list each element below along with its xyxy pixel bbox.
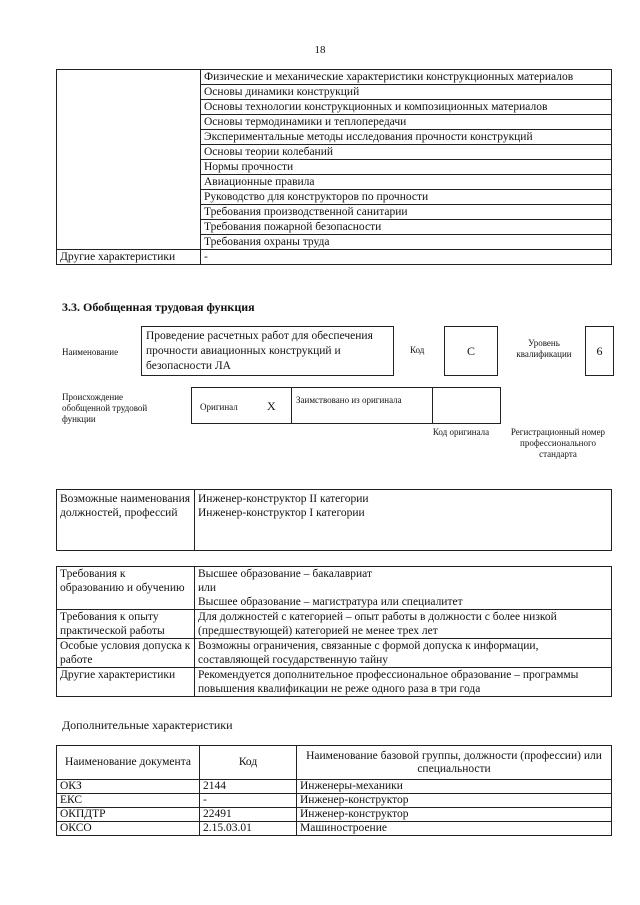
doc-cell: ОКПДТР bbox=[57, 808, 200, 822]
reg-caption: Регистрационный номер профессионального стандарта bbox=[510, 427, 606, 459]
group-cell: Инженер-конструктор bbox=[297, 794, 612, 808]
level-box bbox=[585, 326, 614, 376]
page-number: 18 bbox=[314, 44, 326, 56]
code-box bbox=[444, 326, 498, 376]
code-value: C bbox=[466, 343, 475, 358]
other-label: Другие характеристики bbox=[57, 250, 201, 265]
knowledge-item: Основы термодинамики и теплопередачи bbox=[201, 115, 612, 130]
position-line: Инженер-конструктор I категории bbox=[198, 507, 365, 519]
req-label: Требования к опыту практической работы bbox=[57, 610, 195, 639]
name-label: Наименование bbox=[62, 347, 119, 357]
knowledge-item: Нормы прочности bbox=[201, 160, 612, 175]
divider bbox=[291, 388, 292, 423]
col-header: Наименование документа bbox=[57, 746, 200, 780]
code-cell: 2.15.03.01 bbox=[200, 822, 297, 836]
empty-label-cell bbox=[57, 70, 201, 250]
knowledge-item: Основы технологии конструкционных и композиционных материалов bbox=[201, 100, 612, 115]
code-cell: 22491 bbox=[200, 808, 297, 822]
doc-cell: ЕКС bbox=[57, 794, 200, 808]
req-value: Возможны ограничения, связанные с формой допуска к информации, составляющей государственную тайну bbox=[195, 639, 612, 668]
req-line: или bbox=[198, 582, 217, 594]
table-row bbox=[57, 808, 612, 822]
col-header: Код bbox=[200, 746, 297, 780]
code-cell: 2144 bbox=[200, 780, 297, 794]
section-title: 3.3. Обобщенная трудовая функция bbox=[62, 300, 255, 314]
original-label: Оригинал bbox=[200, 402, 238, 412]
req-line: Высшее образование – магистратура или специалитет bbox=[198, 596, 463, 608]
knowledge-item: Требования охраны труда bbox=[201, 235, 612, 250]
table-row bbox=[57, 794, 612, 808]
level-value: 6 bbox=[596, 343, 603, 358]
requirements-table bbox=[56, 566, 612, 697]
req-label: Другие характеристики bbox=[57, 668, 195, 697]
knowledge-item: Основы теории колебаний bbox=[201, 145, 612, 160]
group-cell: Инженер-конструктор bbox=[297, 808, 612, 822]
code-cell: - bbox=[200, 794, 297, 808]
positions-table bbox=[56, 489, 612, 551]
extra-title: Дополнительные характеристики bbox=[62, 718, 233, 732]
divider bbox=[432, 388, 433, 423]
other-value: - bbox=[201, 250, 612, 265]
group-cell: Инженеры-механики bbox=[297, 780, 612, 794]
knowledge-item: Руководство для конструкторов по прочности bbox=[201, 190, 612, 205]
origin-box bbox=[191, 387, 501, 424]
doc-cell: ОКСО bbox=[57, 822, 200, 836]
positions-value bbox=[195, 490, 612, 551]
req-label: Требования к образованию и обучению bbox=[57, 567, 195, 610]
group-cell: Машиностроение bbox=[297, 822, 612, 836]
function-name: Проведение расчетных работ для обеспечения прочности авиационных конструкций и безопасности ЛА bbox=[146, 330, 373, 372]
position-line: Инженер-конструктор II категории bbox=[198, 493, 369, 505]
name-box bbox=[141, 326, 394, 376]
extra-table bbox=[56, 745, 612, 836]
req-label: Особые условия допуска к работе bbox=[57, 639, 195, 668]
req-line: Высшее образование – бакалавриат bbox=[198, 568, 372, 580]
req-value bbox=[195, 567, 612, 610]
table-row bbox=[57, 780, 612, 794]
col-header: Наименование базовой группы, должности (профессии) или специальности bbox=[297, 746, 612, 780]
knowledge-item: Требования пожарной безопасности bbox=[201, 220, 612, 235]
level-label: Уровень квалификации bbox=[516, 338, 572, 359]
code-label: Код bbox=[410, 345, 425, 355]
borrowed-label: Заимствовано из оригинала bbox=[296, 395, 402, 405]
origin-label: Происхождение обобщенной трудовой функции bbox=[62, 392, 148, 424]
req-value: Рекомендуется дополнительное профессиональное образование – программы повышения квалификации не реже одного раза в три года bbox=[195, 668, 612, 697]
code-caption: Код оригинала bbox=[432, 427, 490, 437]
knowledge-item: Авиационные правила bbox=[201, 175, 612, 190]
knowledge-item: Основы динамики конструкций bbox=[201, 85, 612, 100]
table-row bbox=[57, 822, 612, 836]
original-mark: X bbox=[267, 399, 276, 413]
positions-label: Возможные наименования должностей, профессий bbox=[57, 490, 195, 551]
knowledge-item: Экспериментальные методы исследования прочности конструкций bbox=[201, 130, 612, 145]
doc-cell: ОКЗ bbox=[57, 780, 200, 794]
req-value: Для должностей с категорией – опыт работы в должности с более низкой (предшествующей) категорией не менее трех лет bbox=[195, 610, 612, 639]
knowledge-item: Требования производственной санитарии bbox=[201, 205, 612, 220]
knowledge-item: Физические и механические характеристики конструкционных материалов bbox=[201, 70, 612, 85]
knowledge-table bbox=[56, 69, 612, 265]
